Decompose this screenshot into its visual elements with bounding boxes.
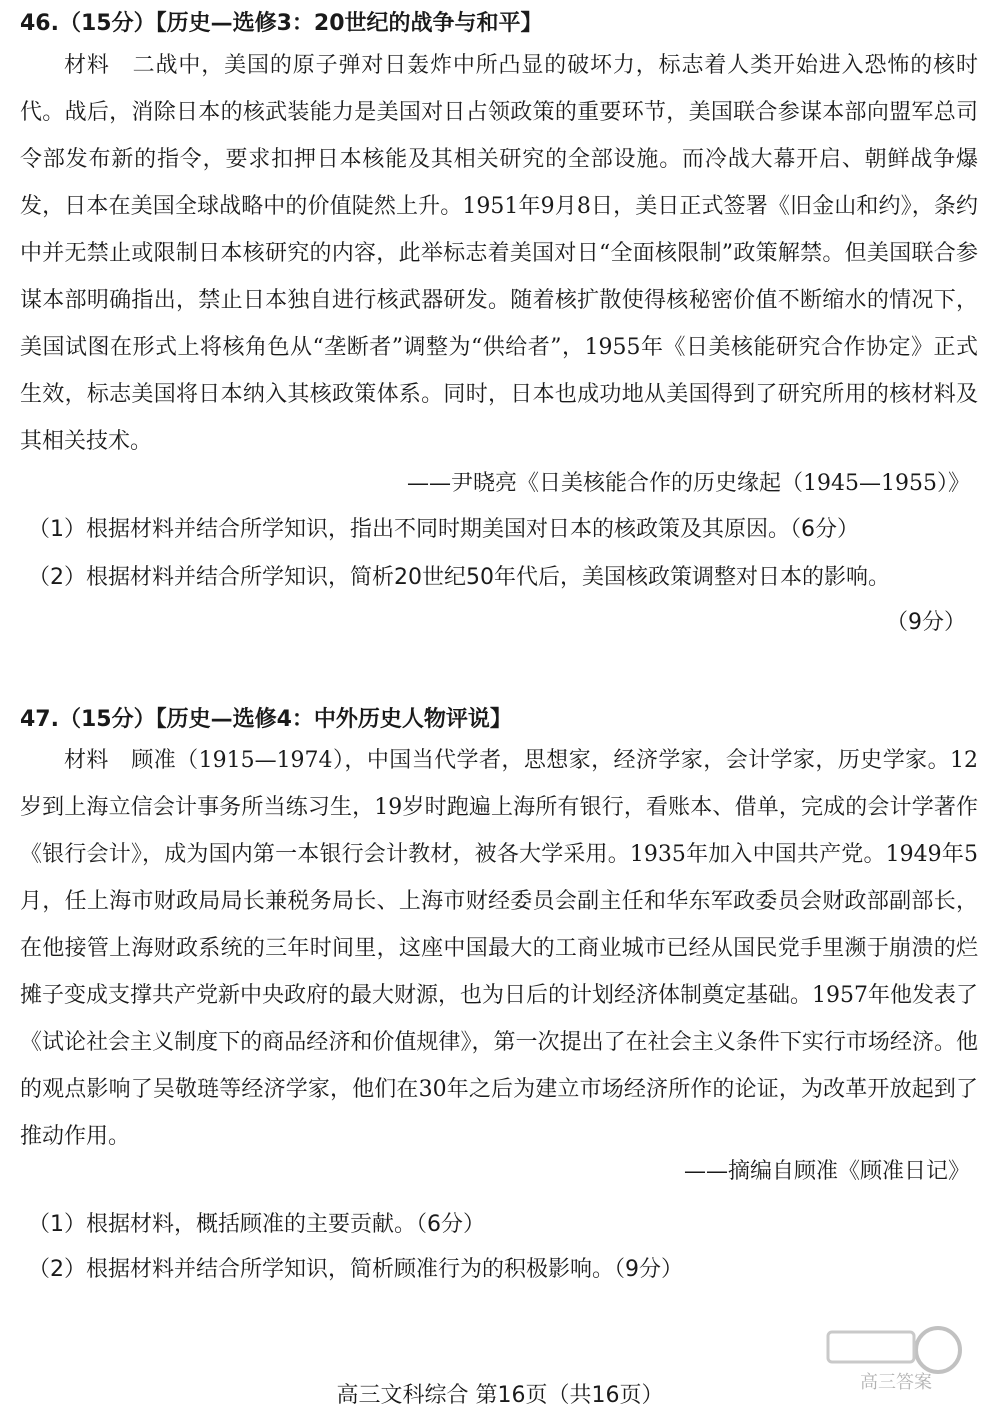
question-47-header: 47.（15分）【历史—选修4：中外历史人物评说】 [20, 707, 512, 732]
question-47-part-2: （2）根据材料并结合所学知识，简析顾准行为的积极影响。（9分） [28, 1257, 683, 1282]
question-46-part-2-score: （9分） [886, 610, 966, 635]
question-46-part-1: （1）根据材料并结合所学知识，指出不同时期美国对日本的核政策及其原因。（6分） [28, 517, 859, 542]
question-47-part-1: （1）根据材料，概括顾准的主要贡献。（6分） [28, 1212, 485, 1237]
watermark-text: 高三答案 [860, 1372, 932, 1393]
question-46-part-2: （2）根据材料并结合所学知识，简析20世纪50年代后，美国核政策调整对日本的影响。 [28, 565, 890, 590]
question-47-source: ——摘编自顾准《顾准日记》 [683, 1159, 970, 1184]
question-47-material: 材料 顾准（1915—1974），中国当代学者，思想家，经济学家，会计学家，历史学家。12岁到上海立信会计事务所当练习生，19岁时跑遍上海所有银行，看账本、借单，完成的会计学著作《银行会计》，成为国内第一本银行会计教材，被各大学采用。1935年加入中国共产党。1949年5月，任上海市财政局局长兼税务局长、上海市财经委员会副主任和华东军政委员会财政部副部长，在他接管上海财政系统的三年时间里，这座中国最大的工商业城市已经从国民党手里濒于崩溃的烂摊子变成支撑共产党新中央政府的最大财源，也为日后的计划经济体制奠定基础。1957年他发表了《试论社会主义制度下的商品经济和价值规律》，第一次提出了在社会主义条件下实行市场经济。他的观点影响了吴敬琏等经济学家，他们在30年之后为建立市场经济所作的论证，为改革开放起到了推动作用。 [20, 748, 978, 1149]
page-footer: 高三文科综合 第16页（共16页） [336, 1383, 664, 1408]
question-46-source: ——尹晓亮《日美核能合作的历史缘起（1945—1955）》 [407, 471, 970, 496]
question-46-header: 46.（15分）【历史—选修3：20世纪的战争与和平】 [20, 11, 543, 36]
question-46-material: 材料 二战中，美国的原子弹对日轰炸中所凸显的破坏力，标志着人类开始进入恐怖的核时代。战后，消除日本的核武装能力是美国对日占领政策的重要环节，美国联合参谋本部向盟军总司令部发布新的指令，要求扣押日本核能及其相关研究的全部设施。而冷战大幕开启、朝鲜战争爆发，日本在美国全球战略中的价值陡然上升。1951年9月8日，美日正式签署《旧金山和约》，条约中并无禁止或限制日本核研究的内容，此举标志着美国对日“全面核限制”政策解禁。但美国联合参谋本部明确指出，禁止日本独自进行核武器研发。随着核扩散使得核秘密价值不断缩水的情况下，美国试图在形式上将核角色从“垄断者”调整为“供给者”，1955年《日美核能研究合作协定》正式生效，标志美国将日本纳入其核政策体系。同时，日本也成功地从美国得到了研究所用的核材料及其相关技术。 [20, 53, 978, 454]
